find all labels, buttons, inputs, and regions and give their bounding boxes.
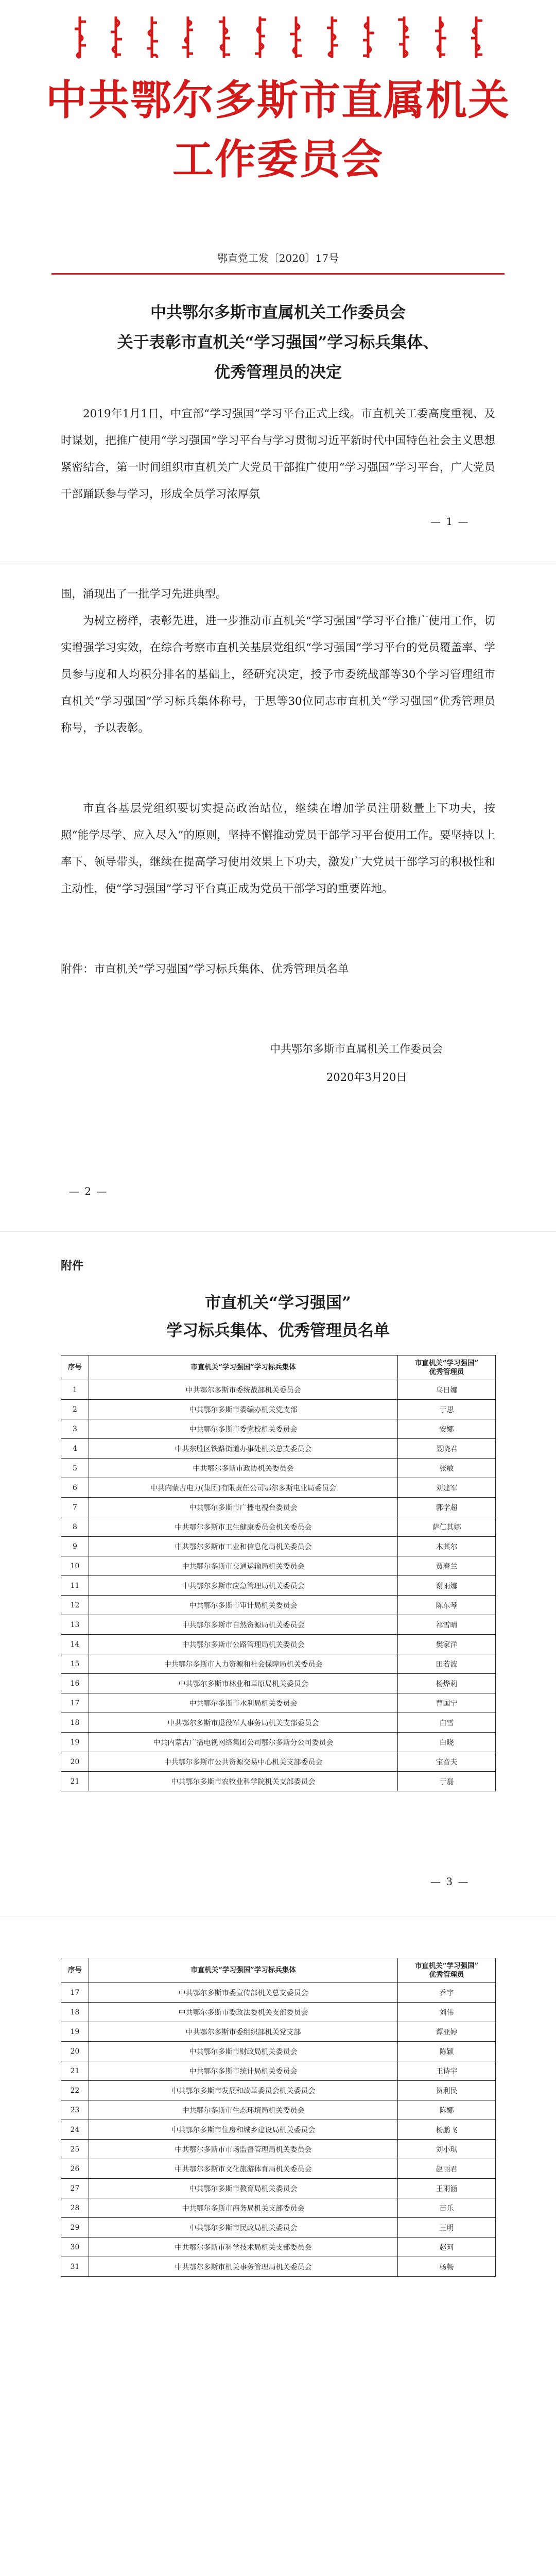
paragraph-requirements: 市直各基层党组织要切实提高政治站位，继续在增加学员注册数量上下功夫，按照“能学尽学、应入尽入”的原则，坚持不懈推动党员干部学习平台使用工作。要坚持以上率下、领导带头，继续在提高学习使用效果上下功夫，激发广大党员干部学习的积极性和主动性，使“学习强国”学习平台真正成为党员干部学习的重要阵地。: [61, 802, 495, 895]
row-number: 20: [61, 2042, 89, 2061]
table-row: [61, 2159, 496, 2179]
table-row: [61, 2003, 496, 2022]
unit-name: 中共鄂尔多斯市科学技术局机关支部委员会: [89, 2238, 398, 2257]
row-number: 22: [61, 2081, 89, 2100]
table-row: [61, 2238, 496, 2257]
table-row: [61, 1478, 496, 1498]
admin-name: 于思: [398, 1400, 496, 1419]
unit-name: 中共鄂尔多斯市广播电视台委员会: [89, 1498, 398, 1517]
table-row: [61, 1615, 496, 1635]
unit-name: 中共东胜区铁路街道办事处机关总支委员会: [89, 1439, 398, 1459]
admin-name: 乌日娜: [398, 1380, 496, 1400]
honor-list-table-page4: [61, 1958, 496, 2277]
unit-name: 中共鄂尔多斯市民政局机关委员会: [89, 2218, 398, 2238]
mongolian-glyph-9: [359, 14, 377, 60]
unit-name: 中共鄂尔多斯市自然资源局机关委员会: [89, 1615, 398, 1635]
column-header-admin-line2: 优秀管理员: [429, 1970, 464, 1979]
annex-title: [0, 1289, 556, 1345]
page-separator: [0, 1231, 556, 1232]
table-row: [61, 1713, 496, 1733]
unit-name: 中共鄂尔多斯市住房和城乡建设局机关委员会: [89, 2120, 398, 2140]
admin-name: 王雨涵: [398, 2179, 496, 2198]
attachment-note: 附件：市直机关“学习强国”学习标兵集体、优秀管理员名单: [61, 963, 349, 976]
signature-date: 2020年3月20日: [326, 1071, 407, 1083]
admin-name: 乔宇: [398, 1983, 496, 2003]
table-row: [61, 1400, 496, 1419]
admin-name: 田若波: [398, 1654, 496, 1674]
unit-name: 中共鄂尔多斯市商务局机关支部委员会: [89, 2198, 398, 2218]
unit-name: 中共鄂尔多斯市公共资源交易中心机关支部委员会: [89, 1752, 398, 1772]
table-row: [61, 1380, 496, 1400]
row-number: 11: [61, 1576, 89, 1596]
admin-name: 刘伟: [398, 2003, 496, 2022]
row-number: 2: [61, 1400, 89, 1419]
admin-name: 于磊: [398, 1772, 496, 1791]
admin-name: 谢雨娜: [398, 1576, 496, 1596]
mongolian-glyph-3: [143, 14, 161, 60]
admin-name: 陈娜: [398, 2100, 496, 2120]
mongolian-script-header: [62, 14, 494, 61]
row-number: 16: [61, 1674, 89, 1693]
annex-label: 附件: [61, 1260, 84, 1273]
unit-name: 中共内蒙古电力(集团)有限责任公司鄂尔多斯电业局委员会: [89, 1478, 398, 1498]
column-header-admin: [398, 1355, 496, 1380]
unit-name: 中共鄂尔多斯市交通运输局机关委员会: [89, 1556, 398, 1576]
admin-name: 樊家洋: [398, 1635, 496, 1654]
admin-name: 贺利民: [398, 2081, 496, 2100]
admin-name: 陈颖: [398, 2042, 496, 2061]
paragraph-decision: 为树立榜样，表彰先进，进一步推动市直机关“学习强国”学习平台推广使用工作，切实增强学习实效，在综合考察市直机关基层党组织“学习强国”学习平台的党员覆盖率、学员参与度和人均积分排名的基础上，经研究决定，授予市委统战部等30个学习管理组市直机关“学习强国”学习标兵集体称号，于思等30位同志市直机关“学习强国”优秀管理员称号，予以表彰。: [61, 615, 495, 735]
admin-name: 聂晓君: [398, 1439, 496, 1459]
table-row: [61, 2179, 496, 2198]
unit-name: 中共鄂尔多斯市退役军人事务局机关支部委员会: [89, 1713, 398, 1733]
unit-name: 中共鄂尔多斯市委政法委机关支部委员会: [89, 2003, 398, 2022]
table-row: [61, 1752, 496, 1772]
table-row: [61, 1498, 496, 1517]
admin-name: 张敏: [398, 1459, 496, 1478]
row-number: 19: [61, 1733, 89, 1752]
row-number: 8: [61, 1517, 89, 1537]
admin-name: 刘建军: [398, 1478, 496, 1498]
page-number-2: — 2 —: [69, 1185, 108, 1197]
row-number: 5: [61, 1459, 89, 1478]
unit-name: 中共鄂尔多斯市林业和草原局机关委员会: [89, 1674, 398, 1693]
mongolian-glyph-6: [251, 14, 269, 60]
signature-org: 中共鄂尔多斯市直属机关工作委员会: [270, 1043, 443, 1055]
row-number: 17: [61, 1693, 89, 1713]
table-row: [61, 1674, 496, 1693]
org-header-title: 中共鄂尔多斯市直属机关工作委员会: [46, 76, 510, 183]
row-number: 4: [61, 1439, 89, 1459]
row-number: 15: [61, 1654, 89, 1674]
table-row: [61, 1419, 496, 1439]
unit-name: 中共鄂尔多斯市委宣传部机关总支委员会: [89, 1983, 398, 2003]
unit-name: 中共鄂尔多斯市工业和信息化局机关委员会: [89, 1537, 398, 1556]
mongolian-glyph-12: [467, 14, 485, 60]
row-number: 18: [61, 2003, 89, 2022]
row-number: 24: [61, 2120, 89, 2140]
annex-title-line-2: 学习标兵集体、优秀管理员名单: [166, 1321, 390, 1340]
row-number: 30: [61, 2238, 89, 2257]
table-row: [61, 1459, 496, 1478]
row-number: 7: [61, 1498, 89, 1517]
admin-name: 赵丽君: [398, 2159, 496, 2179]
table-row: [61, 2061, 496, 2081]
unit-name: 中共鄂尔多斯市财政局机关委员会: [89, 2042, 398, 2061]
mongolian-glyph-4: [179, 14, 197, 60]
table-row: [61, 1654, 496, 1674]
unit-name: 中共鄂尔多斯市市场监督管理局机关委员会: [89, 2140, 398, 2159]
page-number-1: — 1 —: [430, 515, 470, 528]
admin-name: 宝音夫: [398, 1752, 496, 1772]
table-row: [61, 2022, 496, 2042]
unit-name: 中共鄂尔多斯市机关事务管理局机关委员会: [89, 2257, 398, 2277]
unit-name: 中共鄂尔多斯市文化旅游体育局机关委员会: [89, 2159, 398, 2179]
table-row: [61, 1983, 496, 2003]
table-row: [61, 1576, 496, 1596]
table-row: [61, 1635, 496, 1654]
row-number: 3: [61, 1419, 89, 1439]
unit-name: 中共鄂尔多斯市生态环境局机关委员会: [89, 2100, 398, 2120]
annex-title-line-1: 市直机关“学习强国”: [205, 1294, 351, 1312]
row-number: 28: [61, 2198, 89, 2218]
red-divider: [51, 273, 505, 275]
table-row: [61, 2257, 496, 2277]
column-header-number: 序号: [61, 1355, 89, 1380]
title-line-1: 中共鄂尔多斯市直属机关工作委员会: [150, 303, 406, 322]
column-header-number: 序号: [61, 1958, 89, 1983]
admin-name: 刘小琪: [398, 2140, 496, 2159]
row-number: 20: [61, 1752, 89, 1772]
admin-name: 曹国宁: [398, 1693, 496, 1713]
table-row: [61, 2218, 496, 2238]
admin-name: 安娜: [398, 1419, 496, 1439]
admin-name: 杨烨莉: [398, 1674, 496, 1693]
mongolian-glyph-7: [287, 14, 305, 60]
table-row: [61, 1537, 496, 1556]
unit-name: 中共鄂尔多斯市水利局机关委员会: [89, 1693, 398, 1713]
row-number: 26: [61, 2159, 89, 2179]
page-number-3: — 3 —: [430, 1875, 470, 1888]
column-header-admin-line1: 市直机关“学习强国”: [414, 1359, 479, 1367]
admin-name: 杨鹏飞: [398, 2120, 496, 2140]
document-title: [51, 298, 505, 387]
table-row: [61, 2100, 496, 2120]
paragraph-intro: 2019年1月1日，中宣部“学习强国”学习平台正式上线。市直机关工委高度重视、及时谋划，把推广使用“学习强国”学习平台与学习贯彻习近平新时代中国特色社会主义思想紧密结合，第一时间组织市直机关广大党员干部推广使用“学习强国”学习平台，广大党员干部踊跃参与学习，形成全员学习浓厚氛: [61, 408, 495, 501]
table-row: [61, 2140, 496, 2159]
row-number: 21: [61, 1772, 89, 1791]
mongolian-glyph-1: [71, 14, 89, 60]
mongolian-glyph-2: [107, 14, 125, 60]
admin-name: 王明: [398, 2218, 496, 2238]
row-number: 9: [61, 1537, 89, 1556]
table-row: [61, 1517, 496, 1537]
table-row: [61, 2042, 496, 2061]
title-line-3: 优秀管理员的决定: [214, 363, 342, 382]
admin-name: 杨畅: [398, 2257, 496, 2277]
admin-name: 郭学超: [398, 1498, 496, 1517]
mongolian-glyph-8: [323, 14, 341, 60]
mongolian-glyph-11: [431, 14, 449, 60]
unit-name: 中共鄂尔多斯市委统战部机关委员会: [89, 1380, 398, 1400]
column-header-unit: 市直机关“学习强国”学习标兵集体: [89, 1355, 398, 1380]
table-row: [61, 1693, 496, 1713]
table-row: [61, 1556, 496, 1576]
column-header-unit: 市直机关“学习强国”学习标兵集体: [89, 1958, 398, 1983]
admin-name: 白晓: [398, 1733, 496, 1752]
row-number: 31: [61, 2257, 89, 2277]
row-number: 23: [61, 2100, 89, 2120]
doc-number: 鄂直党工发〔2020〕17号: [217, 252, 339, 264]
row-number: 1: [61, 1380, 89, 1400]
column-header-admin: [398, 1958, 496, 1983]
unit-name: 中共鄂尔多斯市农牧业科学院机关支部委员会: [89, 1772, 398, 1791]
admin-name: 木其尔: [398, 1537, 496, 1556]
admin-name: 贾春兰: [398, 1556, 496, 1576]
column-header-admin-line1: 市直机关“学习强国”: [414, 1961, 479, 1970]
unit-name: 中共鄂尔多斯市委编办机关党支部: [89, 1400, 398, 1419]
admin-name: 王诗宇: [398, 2061, 496, 2081]
unit-name: 中共鄂尔多斯市统计局机关委员会: [89, 2061, 398, 2081]
unit-name: 中共鄂尔多斯市公路管理局机关委员会: [89, 1635, 398, 1654]
unit-name: 中共鄂尔多斯市卫生健康委员会机关委员会: [89, 1517, 398, 1537]
mongolian-glyph-10: [395, 14, 413, 60]
row-number: 29: [61, 2218, 89, 2238]
unit-name: 中共鄂尔多斯市人力资源和社会保障局机关委员会: [89, 1654, 398, 1674]
table-row: [61, 1733, 496, 1752]
column-header-admin-line2: 优秀管理员: [429, 1367, 464, 1376]
table-row: [61, 1772, 496, 1791]
paragraph-continued: 围，涌现出了一批学习先进典型。: [61, 588, 227, 601]
unit-name: 中共内蒙古广播电视网络集团公司鄂尔多斯分公司委员会: [89, 1733, 398, 1752]
table-row: [61, 2120, 496, 2140]
admin-name: 祁雪晴: [398, 1615, 496, 1635]
table-row: [61, 2198, 496, 2218]
row-number: 21: [61, 2061, 89, 2081]
row-number: 19: [61, 2022, 89, 2042]
title-line-2: 关于表彰市直机关“学习强国”学习标兵集体、: [117, 333, 439, 352]
row-number: 13: [61, 1615, 89, 1635]
row-number: 6: [61, 1478, 89, 1498]
honor-list-table-page3: [61, 1355, 496, 1791]
row-number: 17: [61, 1983, 89, 2003]
admin-name: 赵珂: [398, 2238, 496, 2257]
row-number: 25: [61, 2140, 89, 2159]
unit-name: 中共鄂尔多斯市委党校机关委员会: [89, 1419, 398, 1439]
admin-name: 谭亚婷: [398, 2022, 496, 2042]
row-number: 27: [61, 2179, 89, 2198]
unit-name: 中共鄂尔多斯市审计局机关委员会: [89, 1596, 398, 1615]
row-number: 18: [61, 1713, 89, 1733]
unit-name: 中共鄂尔多斯市教育局机关委员会: [89, 2179, 398, 2198]
admin-name: 陈东琴: [398, 1596, 496, 1615]
unit-name: 中共鄂尔多斯市政协机关委员会: [89, 1459, 398, 1478]
row-number: 14: [61, 1635, 89, 1654]
mongolian-glyph-5: [215, 14, 233, 60]
unit-name: 中共鄂尔多斯市应急管理局机关委员会: [89, 1576, 398, 1596]
unit-name: 中共鄂尔多斯市发展和改革委员会机关委员会: [89, 2081, 398, 2100]
table-row: [61, 1596, 496, 1615]
admin-name: 苗乐: [398, 2198, 496, 2218]
unit-name: 中共鄂尔多斯市委组织部机关党支部: [89, 2022, 398, 2042]
admin-name: 白雪: [398, 1713, 496, 1733]
row-number: 12: [61, 1596, 89, 1615]
row-number: 10: [61, 1556, 89, 1576]
table-row: [61, 2081, 496, 2100]
table-row: [61, 1439, 496, 1459]
admin-name: 萨仁其娜: [398, 1517, 496, 1537]
